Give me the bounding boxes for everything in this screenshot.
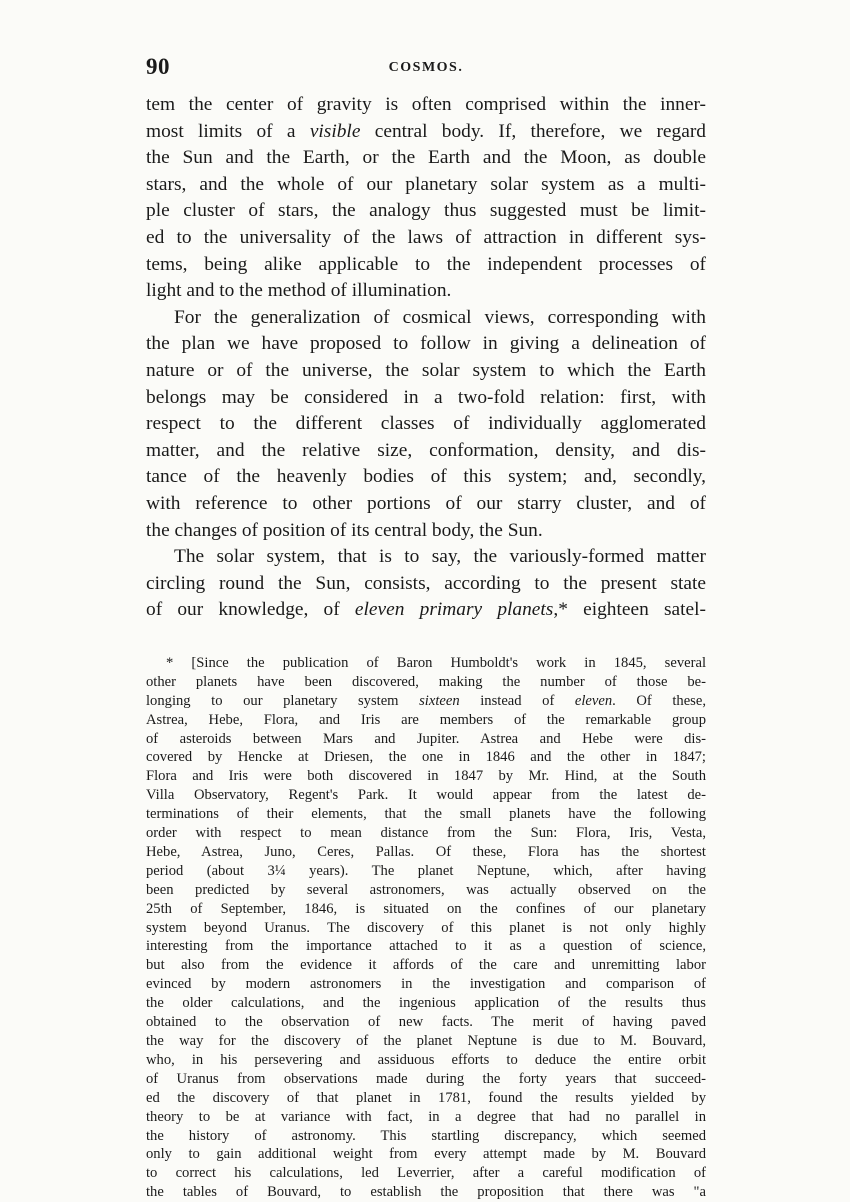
running-head: COSMOS. xyxy=(388,60,464,75)
footnote-line: who, in his persevering and assiduous efforts to deduce the entire orbit xyxy=(146,1051,706,1068)
body-line: the Sun and the Earth, or the Earth and the Moon, as double xyxy=(146,147,706,169)
body-text xyxy=(146,92,706,624)
body-line: tem the center of gravity is often comprised within the inner- xyxy=(146,94,706,115)
footnote-line: evinced by modern astronomers in the investigation and comparison of xyxy=(146,976,706,993)
body-line: tems, being alike applicable to the independent processes of xyxy=(146,253,706,275)
footnote-line: order with respect to mean distance from the Sun: Flora, Iris, Vesta, xyxy=(146,825,706,842)
footnote-line: longing to our planetary system sixteen instead of eleven. Of these, xyxy=(146,692,706,709)
body-line: belongs may be considered in a two-fold relation: first, with xyxy=(146,386,706,408)
footnote-line: been predicted by several astronomers, was actually observed on the xyxy=(146,881,706,898)
footnote-line: but also from the evidence it affords of the care and unremitting labor xyxy=(146,957,706,974)
body-line: ed to the universality of the laws of attraction in different sys- xyxy=(146,226,706,248)
body-line: light and to the method of illumination. xyxy=(146,280,452,302)
footnote-line: the older calculations, and the ingenious application of the results thus xyxy=(146,995,706,1012)
footnote-line: the way for the discovery of the planet Neptune is due to M. Bouvard, xyxy=(146,1033,706,1049)
footnote-line: of asteroids between Mars and Jupiter. Astrea and Hebe were dis- xyxy=(146,730,706,747)
page-header xyxy=(146,54,706,86)
footnote-line: the history of astronomy. This startling discrepancy, which seemed xyxy=(146,1127,706,1144)
page-number: 90 xyxy=(146,54,170,79)
body-line: with reference to other portions of our starry cluster, and of xyxy=(146,492,706,514)
body-line: ple cluster of stars, the analogy thus suggested must be limit- xyxy=(146,200,706,222)
body-line: most limits of a visible central body. If, therefore, we regard xyxy=(146,120,706,142)
footnote-line: ed the discovery of that planet in 1781, found the results yielded by xyxy=(146,1089,706,1106)
body-line: the plan we have proposed to follow in giving a delineation of xyxy=(146,333,706,355)
body-line: stars, and the whole of our planetary solar system as a multi- xyxy=(146,173,706,195)
body-line: The solar system, that is to say, the variously-formed matter xyxy=(174,546,706,568)
footnote-line: system beyond Uranus. The discovery of this planet is not only highly xyxy=(146,919,706,936)
body-line: tance of the heavenly bodies of this system; and, secondly, xyxy=(146,466,706,488)
body-line: respect to the different classes of individually agglomerated xyxy=(146,413,706,435)
footnote-line: Hebe, Astrea, Juno, Ceres, Pallas. Of these, Flora has the shortest xyxy=(146,843,706,860)
body-line: the changes of position of its central body, the Sun. xyxy=(146,519,543,541)
footnote-line: of Uranus from observations made during the forty years that succeed- xyxy=(146,1070,706,1087)
footnote xyxy=(146,654,706,1202)
body-line: For the generalization of cosmical views, corresponding with xyxy=(174,306,706,328)
book-page xyxy=(146,54,706,1202)
footnote-line: terminations of their elements, that the small planets have the following xyxy=(146,806,706,823)
footnote-line: covered by Hencke at Driesen, the one in 1846 and the other in 1847; xyxy=(146,749,706,766)
footnote-line: theory to be at variance with fact, in a degree that had no parallel in xyxy=(146,1108,706,1125)
footnote-line: interesting from the importance attached to it as a question of science, xyxy=(146,938,706,955)
body-line: matter, and the relative size, conformation, density, and dis- xyxy=(146,439,706,461)
footnote-line: other planets have been discovered, making the number of those be- xyxy=(146,673,706,690)
footnote-line: obtained to the observation of new facts. The merit of having paved xyxy=(146,1014,706,1031)
footnote-line: only to gain additional weight from every attempt made by M. Bouvard xyxy=(146,1146,706,1163)
footnote-line: period (about 3¼ years). The planet Neptune, which, after having xyxy=(146,862,706,879)
footnote-line: * [Since the publication of Baron Humboldt's work in 1845, several xyxy=(166,654,706,671)
body-line: nature or of the universe, the solar system to which the Earth xyxy=(146,359,706,381)
footnote-line: 25th of September, 1846, is situated on the confines of our planetary xyxy=(146,900,706,917)
footnote-line: Astrea, Hebe, Flora, and Iris are members of the remarkable group xyxy=(146,711,706,728)
body-line: of our knowledge, of eleven primary planets,* eighteen satel- xyxy=(146,599,706,621)
footnote-line: Villa Observatory, Regent's Park. It would appear from the latest de- xyxy=(146,787,706,804)
footnote-line: to correct his calculations, led Leverrier, after a careful modification of xyxy=(146,1165,706,1182)
body-line: circling round the Sun, consists, according to the present state xyxy=(146,572,706,594)
footnote-line: the tables of Bouvard, to establish the proposition that there was "a xyxy=(146,1184,706,1201)
footnote-line: Flora and Iris were both discovered in 1847 by Mr. Hind, at the South xyxy=(146,768,706,785)
